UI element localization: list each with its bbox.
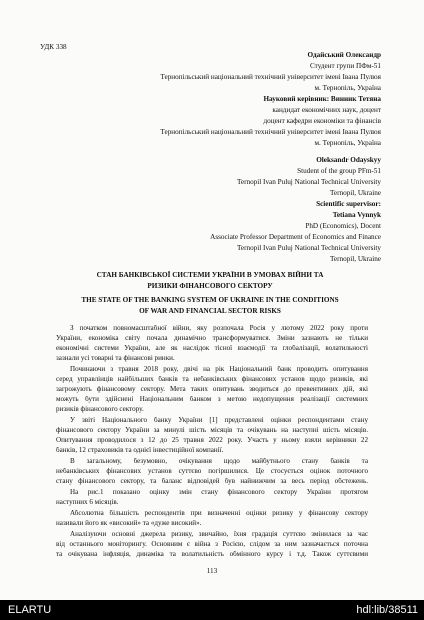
author-name-en: Oleksandr Odayskyy	[316, 156, 381, 164]
body-line: Абсолютна більшість респондентів при визначенні оцінки ризику у фінансову сектору	[70, 510, 368, 517]
body-line: від останнього моніторингу. Основним є війна з Росією, слідом за ним зазначається поточна	[56, 541, 368, 548]
repository-footer-bar	[0, 600, 424, 620]
author-university-en: Ternopil Ivan Puluj National Technical University	[237, 178, 381, 186]
author-city-en: Ternopil, Ukraine	[330, 189, 381, 197]
title-ua-line-1: СТАН БАНКІВСЬКОЇ СИСТЕМИ УКРАЇНИ В УМОВАХ ВІЙНИ ТА	[96, 271, 324, 279]
title-en-line-2: OF WAR AND FINANCIAL SECTOR RISKS	[139, 307, 281, 315]
author-name-ua: Одайський Олександр	[307, 51, 381, 59]
body-line: стану фінансового сектору, та баланс відповідей був найнижчим за весь період обстежень.	[56, 478, 368, 485]
supervisor-degree-en: PhD (Economics), Docent	[305, 222, 381, 230]
supervisor-label-en: Scientific supervisor:	[316, 200, 381, 208]
body-line: Опитування проводилося з 12 до 25 травня 2022 року. Участь у ньому взяли керівники 22	[56, 437, 368, 444]
body-line: ризиків фінансового сектору.	[56, 406, 144, 413]
body-line: З початком повномасштабної війни, яку розпочала Росія у лютому 2022 року проти	[70, 325, 368, 332]
supervisor-university-en: Ternopil Ivan Puluj National Technical University	[237, 244, 381, 252]
page-number: 113	[206, 567, 218, 575]
supervisor-ua: Науковий керівник: Винник Тетяна	[263, 95, 381, 103]
body-line: зазнали усі товарні та фінансові ринки.	[56, 355, 175, 362]
body-line: загрожують фінансовому сектору. Мета таких опитувань зводиться до превентивних дій, які	[56, 386, 368, 393]
body-line: наступних 6 місяців.	[56, 499, 119, 506]
body-line: У звіті Національного банку України [1] представлені оцінки респондентами стану	[70, 417, 368, 424]
repository-name: ELARTU	[8, 604, 52, 616]
body-line: небанківських фінансових установ суттєво погіршилися. Це стосується оцінок поточного	[56, 468, 368, 475]
body-line: серед управлінців найбільших банків та небанківських фінансових установ щодо ризиків, які	[56, 376, 368, 383]
body-line: Починаючи з травня 2018 року, двічі на рік Національний банк проводить опитування	[70, 366, 368, 373]
handle-link[interactable]: hdl:lib/38511	[356, 604, 418, 616]
author-group-en: Student of the group PFm-51	[297, 167, 381, 175]
title-en-line-1: THE STATE OF THE BANKING SYSTEM OF UKRAINE IN THE CONDITIONS	[81, 296, 339, 304]
supervisor-position-en: Associate Professor Department of Economics and Finance	[210, 233, 381, 241]
body-line: та очікувана інфляція, динаміка та волатильність обмінного курсу і т.д. Також суттєвими	[56, 551, 368, 558]
supervisor-city-ua: м. Тернопіль, Україна	[314, 139, 381, 147]
body-line: України, економіка світу почала динамічно трансформуватися. Зміни зазнають не тільки	[56, 335, 368, 342]
body-line: можуть бути здійснені Національним банком з метою недопущення реалізації системних	[56, 396, 368, 403]
udc-code: УДК 338	[40, 43, 67, 51]
author-university-ua: Тернопільський національний технічний університет імені Івана Пулюя	[160, 73, 381, 81]
author-city-ua: м. Тернопіль, Україна	[314, 84, 381, 92]
body-line: називали його як «високий» та «дуже високий».	[56, 520, 202, 527]
body-line: В загальному, безумовно, очікування щодо майбутнього стану банків та	[70, 458, 368, 465]
body-line: Аналізуючи основні джерела ризику, звичайно, їхня градація суттєво змінилася за час	[70, 531, 368, 538]
body-line: економічні системи України, але як наслідок тісної взаємодії та глобалізації, волатильності	[56, 345, 368, 352]
supervisor-name-en: Tetiana Vynnyk	[332, 211, 381, 219]
title-ua-line-2: РИЗИКИ ФІНАНСОВОГО СЕКТОРУ	[147, 282, 273, 290]
body-line: банків, 12 страховиків та однієї інвестиційної компанії.	[56, 447, 224, 454]
body-line: фінансового сектору України за минулі шість місяців та очікувань на наступні шість місяців.	[56, 427, 368, 434]
supervisor-degree-ua: кандидат економічних наук, доцент	[272, 106, 381, 114]
supervisor-city-en: Ternopil, Ukraine	[330, 255, 381, 263]
supervisor-position-ua: доцент кафедри економіки та фінансів	[263, 117, 381, 125]
supervisor-university-ua: Тернопільський національний технічний університет імені Івана Пулюя	[160, 128, 381, 136]
body-line: На рис.1 показано оцінку змін стану фінансового сектору України протягом	[70, 489, 368, 496]
author-group-ua: Студент групи ПФм-51	[309, 62, 381, 70]
